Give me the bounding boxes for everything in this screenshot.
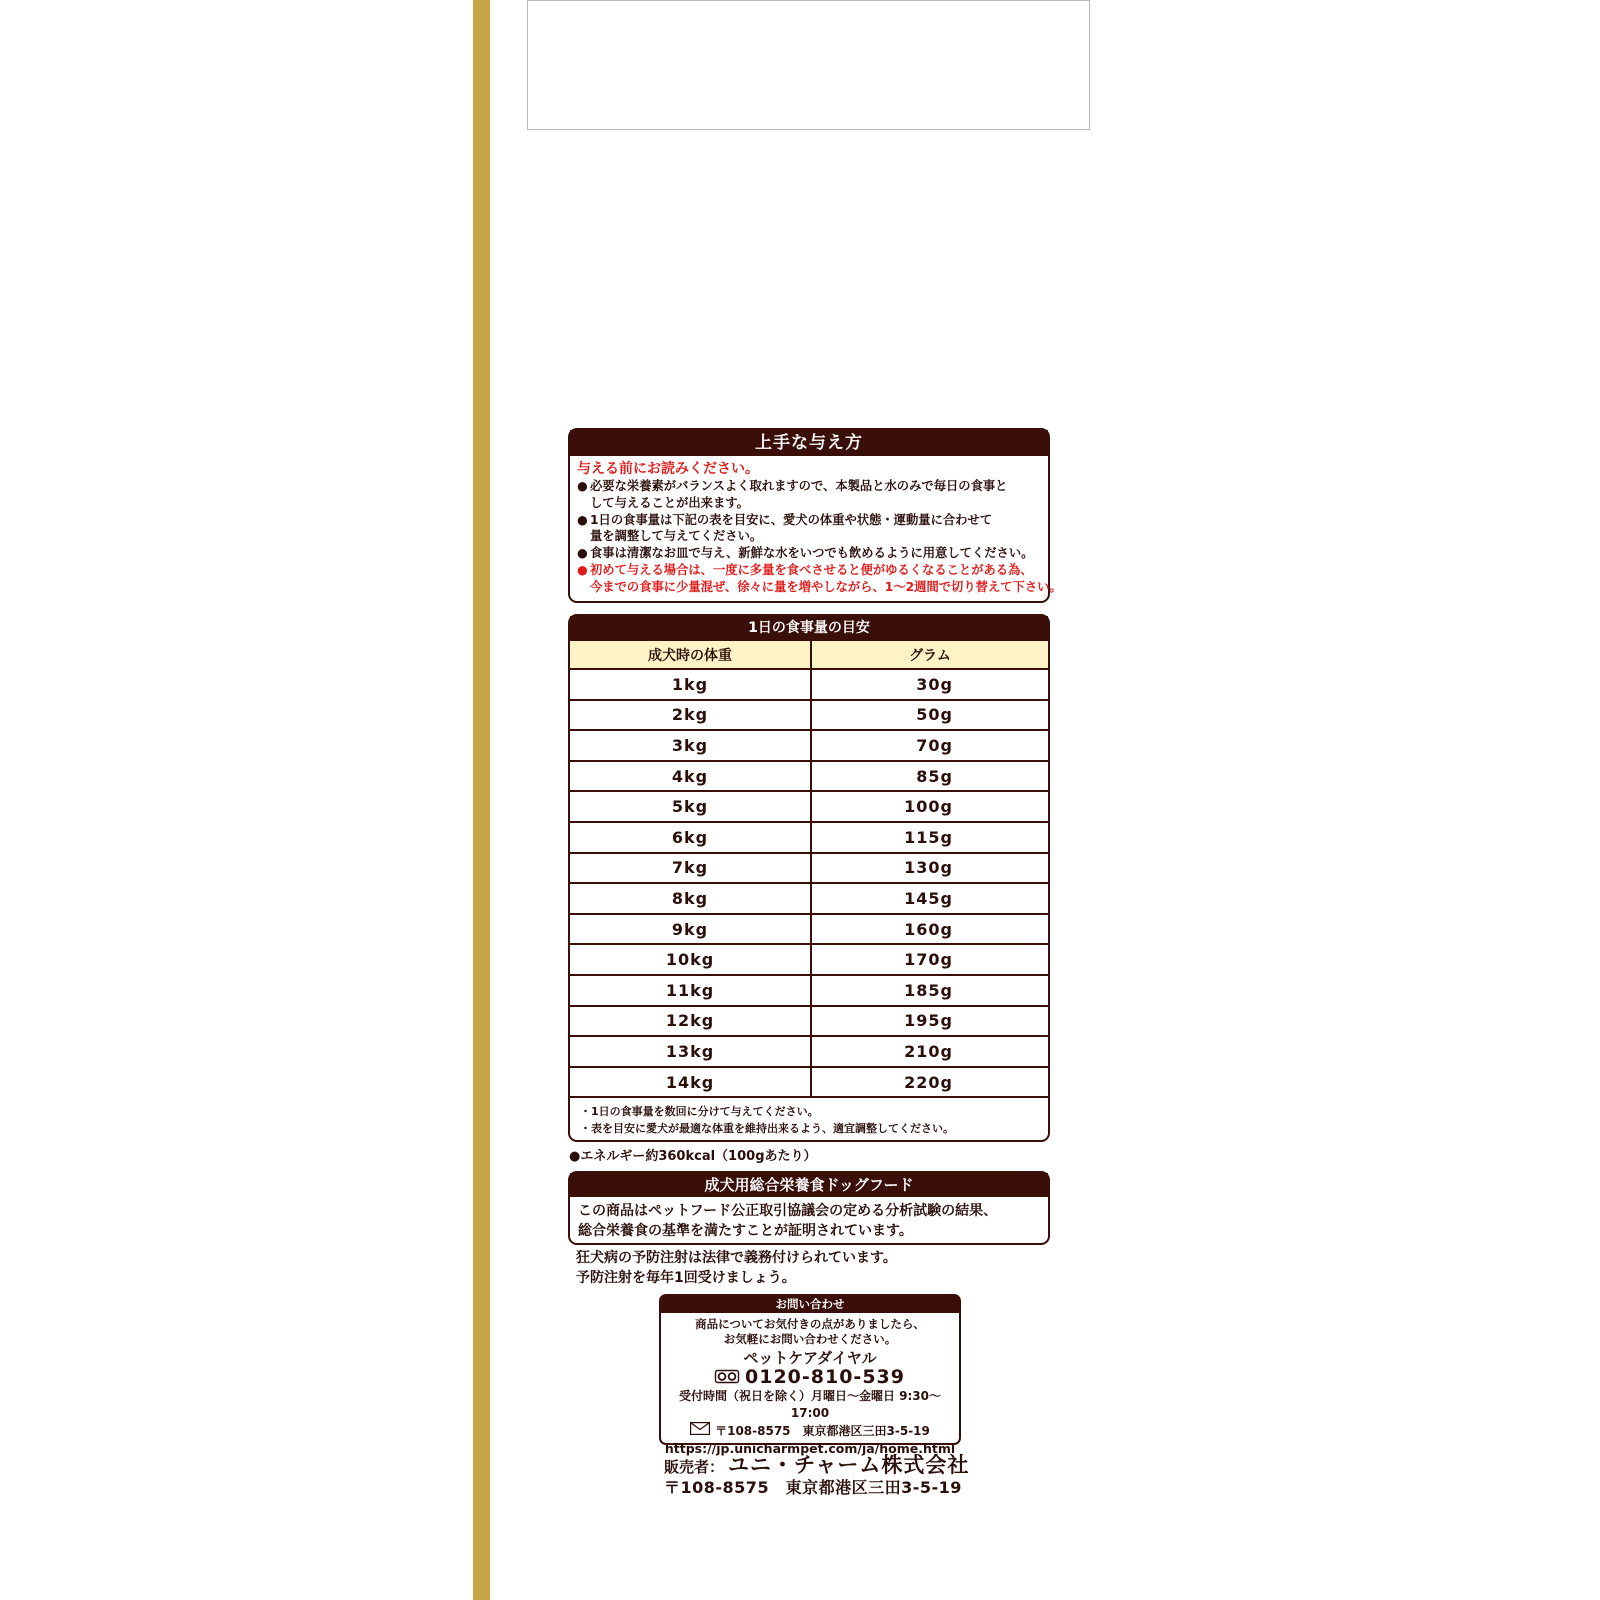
weight-cell: 4kg <box>570 761 811 792</box>
weight-cell: 8kg <box>570 883 811 914</box>
weight-cell: 10kg <box>570 944 811 975</box>
feeding-instructions-list <box>577 478 1062 596</box>
grams-cell: 145g <box>811 883 1048 914</box>
contact-panel <box>659 1294 961 1456</box>
instruction-bullet: ● 初めて与える場合は、一度に多量を食べさせると便がゆるくなることがある為、 <box>577 562 1042 579</box>
weight-cell: 14kg <box>570 1067 811 1098</box>
comprehensive-nutrition-text: この商品はペットフード公正取引協議会の定める分析試験の結果、 <box>578 1203 998 1219</box>
instruction-bullet: ● 必要な栄養素がバランスよく取れますので、本製品と水のみで毎日の食事と <box>577 478 1042 495</box>
weight-cell: 3kg <box>570 730 811 761</box>
instruction-continuation: して与えることが出来ます。 <box>590 495 749 510</box>
table-row <box>570 883 1048 914</box>
contact-title: お問い合わせ <box>661 1296 959 1313</box>
seller-address: 〒108-8575 東京都港区三田3-5-19 <box>664 1478 962 1497</box>
contact-lead-line: 商品についてお気付きの点がありましたら、 <box>695 1317 925 1331</box>
weight-cell: 6kg <box>570 822 811 853</box>
grams-cell: 115g <box>811 822 1048 853</box>
instruction-bullet: ● 食事は清潔なお皿で与え、新鮮な水をいつでも飲めるように用意してください。 <box>577 545 1042 562</box>
table-row <box>570 822 1048 853</box>
grams-cell: 195g <box>811 1006 1048 1037</box>
table-note: ・1日の食事量を数回に分けて与えてください。 <box>580 1105 819 1119</box>
contact-lead-line: お気軽にお問い合わせください。 <box>723 1332 897 1346</box>
table-row <box>570 791 1048 822</box>
comprehensive-nutrition-panel <box>568 1171 1050 1245</box>
instruction-bullet: ● 1日の食事量は下記の表を目安に、愛犬の体重や状態・運動量に合わせて <box>577 512 1042 529</box>
table-note: ・表を目安に愛犬が最適な体重を維持出来るよう、適宜調整してください。 <box>580 1122 954 1136</box>
grams-cell: 220g <box>811 1067 1048 1098</box>
comprehensive-nutrition-text: 総合栄養食の基準を満たすことが証明されています。 <box>578 1223 913 1239</box>
contact-address: 〒108-8575 東京都港区三田3-5-19 <box>715 1423 930 1438</box>
grams-cell: 30g <box>811 669 1048 700</box>
phone-number-link[interactable]: 0120-810-539 <box>745 1366 905 1388</box>
pet-care-dial-name: ペットケアダイヤル <box>743 1349 877 1367</box>
website-link[interactable]: https://jp.unicharmpet.com/ja/home.html <box>664 1441 956 1456</box>
reception-hours: 受付時間（祝日を除く）月曜日〜金曜日 9:30〜17:00 <box>678 1389 942 1420</box>
grams-cell: 50g <box>811 700 1048 731</box>
weight-cell: 9kg <box>570 914 811 945</box>
feeding-amount-panel <box>568 614 1050 1142</box>
table-row <box>570 761 1048 792</box>
energy-info: ●エネルギー約360kcal（100gあたり） <box>569 1149 817 1164</box>
freedial-icon <box>715 1368 739 1387</box>
table-row <box>570 669 1048 700</box>
table-row <box>570 1067 1048 1098</box>
feeding-amount-table <box>570 641 1048 1098</box>
weight-cell: 5kg <box>570 791 811 822</box>
grams-cell: 130g <box>811 853 1048 884</box>
read-before-feeding-heading: 与える前にお読みください。 <box>577 461 759 477</box>
weight-cell: 11kg <box>570 975 811 1006</box>
rabies-notice-line: 狂犬病の予防注射は法律で義務付けられています。 <box>576 1250 897 1266</box>
weight-cell: 2kg <box>570 700 811 731</box>
grams-cell: 160g <box>811 914 1048 945</box>
column-header-weight: 成犬時の体重 <box>570 641 811 669</box>
table-row <box>570 1006 1048 1037</box>
grams-cell: 85g <box>811 761 1048 792</box>
table-header-row <box>570 641 1048 669</box>
feeding-instructions-panel <box>568 428 1062 603</box>
feeding-amount-title: 1日の食事量の目安 <box>570 616 1048 641</box>
table-row <box>570 914 1048 945</box>
grams-cell: 100g <box>811 791 1048 822</box>
table-row <box>570 730 1048 761</box>
table-row <box>570 700 1048 731</box>
instruction-continuation: 量を調整して与えてください。 <box>590 529 763 544</box>
weight-cell: 1kg <box>570 669 811 700</box>
seller-label: 販売者： <box>664 1458 725 1476</box>
grams-cell: 170g <box>811 944 1048 975</box>
weight-cell: 7kg <box>570 853 811 884</box>
gold-side-stripe <box>473 0 490 1600</box>
grams-cell: 185g <box>811 975 1048 1006</box>
seller-company-name: ユニ・チャーム株式会社 <box>728 1453 970 1477</box>
weight-cell: 13kg <box>570 1036 811 1067</box>
comprehensive-nutrition-title: 成犬用総合栄養食ドッグフード <box>570 1173 1048 1197</box>
grams-cell: 70g <box>811 730 1048 761</box>
table-row <box>570 975 1048 1006</box>
envelope-icon <box>690 1422 710 1440</box>
instruction-continuation: 今までの食事に少量混ぜ、徐々に量を増やしながら、1〜2週間で切り替えて下さい。 <box>590 579 1062 594</box>
rabies-notice-line: 予防注射を毎年1回受けましょう。 <box>576 1270 796 1286</box>
column-header-grams: グラム <box>811 641 1048 669</box>
feeding-instructions-title: 上手な与え方 <box>570 430 1048 456</box>
table-row <box>570 1036 1048 1067</box>
blank-label-frame <box>527 0 1090 130</box>
weight-cell: 12kg <box>570 1006 811 1037</box>
table-row <box>570 944 1048 975</box>
table-row <box>570 853 1048 884</box>
rabies-notice <box>576 1248 897 1288</box>
grams-cell: 210g <box>811 1036 1048 1067</box>
